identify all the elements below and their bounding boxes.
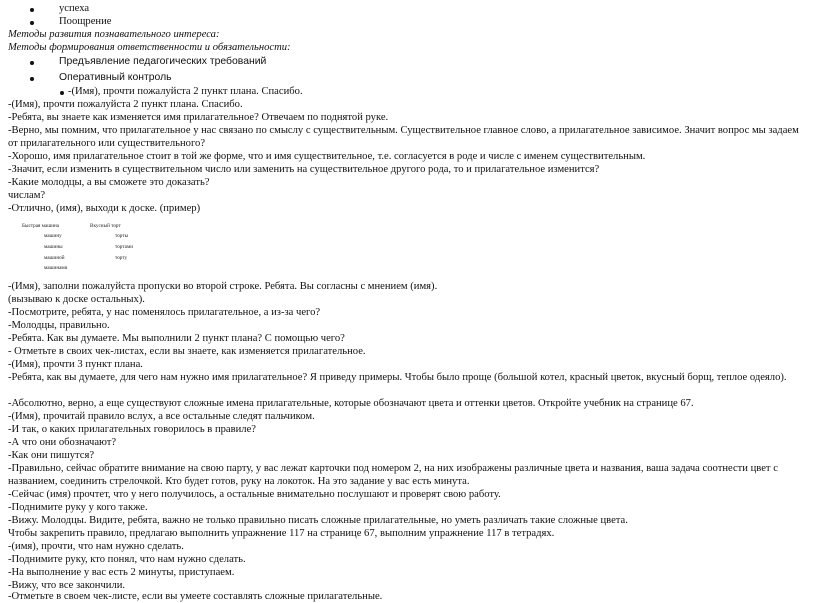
text-line: -(Имя), прочти пожалуйста 2 пункт плана. Спасибо. [8,99,243,110]
text-line: -Поднимите руку у кого также. [8,502,148,513]
text-line: Чтобы закрепить правило, предлагаю выполнить упражнение 117 на странице 67, выполним упражнение 117 в тетрадях. [8,528,555,539]
text-line: -Значит, если изменить в существительном число или заменить на существительное другого рода, то и прилагательное изменится? [8,164,600,175]
methods-responsibility-heading: Методы формирования ответственности и обязательности: [8,42,291,53]
example-col1-item: машины [44,244,63,250]
text-line: -Поднимите руку, кто понял, что нам нужно сделать. [8,554,246,565]
text-line: - Отметьте в своих чек-листах, если вы знаете, как изменяется прилагательное. [8,346,366,357]
bullet-icon [60,91,64,95]
list-item: Поощрение [59,16,112,27]
example-col1-item: машиной [44,255,65,261]
text-line: -Верно, мы помним, что прилагательное у нас связано по смыслу с существительным. Существительное главное слово, а прилагательное зависимое. Значит вопрос мы задаем от прилагательного или существительного? [8,125,799,149]
example-col2-item: торту [115,255,128,261]
text-line: -Абсолютно, верно, а еще существуют сложные имена прилагательные, которые обозначают цвета и оттенки цветов. Откройте учебник на странице 67. [8,398,694,409]
text-line: -Отлично, (имя), выходи к доске. (пример) [8,203,201,214]
text-line: -А что они обозначают? [8,437,117,448]
bullet-icon [30,21,34,25]
text-line: -Молодцы, правильно. [8,320,110,331]
example-col2-item: торты [115,233,129,239]
text-line: -Какие молодцы, а вы сможете это доказать? [8,177,210,188]
text-line: числам? [8,190,46,201]
methods-cognitive-heading: Методы развития познавательного интереса: [8,29,220,40]
text-line: (вызываю к доске остальных). [8,294,145,305]
text-line: -Отметьте в своем чек-листе, если вы умеете составлять сложные прилагательные. [8,591,383,602]
example-col1-item: машинами [44,265,68,271]
text-line: -Ребята. Как вы думаете. Мы выполнили 2 пункт плана? С помощью чего? [8,333,345,344]
example-col2-header: Вкусный торт [90,223,121,229]
text-line: -(Имя), прочти 3 пункт плана. [8,359,143,370]
text-line: -На выполнение у вас есть 2 минуты, приступаем. [8,567,235,578]
text-line: -Хорошо, имя прилагательное стоит в той же форме, что и имя существительное, т.е. согласуется в роде и числе с именем существительным. [8,151,646,162]
example-col2-item: тортами [115,244,134,250]
list-item: успеха [59,3,90,14]
bullet-icon [30,8,34,12]
text-line: -Как они пишутся? [8,450,95,461]
text-line: -(имя), прочти, что нам нужно сделать. [8,541,184,552]
text-line: -Ребята, вы знаете как изменяется имя прилагательное? Отвечаем по поднятой руке. [8,112,389,123]
bullet-icon [30,61,34,65]
text-line: -Вижу, что все закончили. [8,580,126,591]
list-item: -(Имя), прочти пожалуйста 2 пункт плана. Спасибо. [68,86,303,97]
text-line: -Правильно, сейчас обратите внимание на свою парту, у вас лежат карточки под номером 2, на них изображены различные цвета и названия, ваша задача соотнести цвет с названием, соединить стрелочкой. Кто будет готов, руку на локоток. На это задание у вас есть минута. [8,463,778,487]
list-item: Предъявление педагогических требований [59,56,267,67]
list-item: Оперативный контроль [59,72,172,83]
text-line: -Сейчас (имя) прочтет, что у него получилось, а остальные внимательно послушают и проверят свою работу. [8,489,501,500]
text-line: -(Имя), прочитай правило вслух, а все остальные следят пальчиком. [8,411,315,422]
example-col1-header: Быстрая машина [22,223,60,229]
bullet-icon [30,77,34,81]
text-line: -И так, о каких прилагательных говорилось в правиле? [8,424,256,435]
text-line: -Посмотрите, ребята, у нас поменялось прилагательное, а из-за чего? [8,307,321,318]
text-line: -(Имя), заполни пожалуйста пропуски во второй строке. Ребята. Вы согласны с мнением (имя). [8,281,438,292]
text-line: -Ребята, как вы думаете, для чего нам нужно имя прилагательное? Я приведу примеры. Чтобы было проще (большой котел, красный цветок, вкусный борщ, теплое одеяло). [8,372,787,383]
example-col1-item: машину [44,233,62,239]
text-line: -Вижу. Молодцы. Видите, ребята, важно не только правильно писать сложные прилагательные, но уметь различать такие сложные цвета. [8,515,628,526]
